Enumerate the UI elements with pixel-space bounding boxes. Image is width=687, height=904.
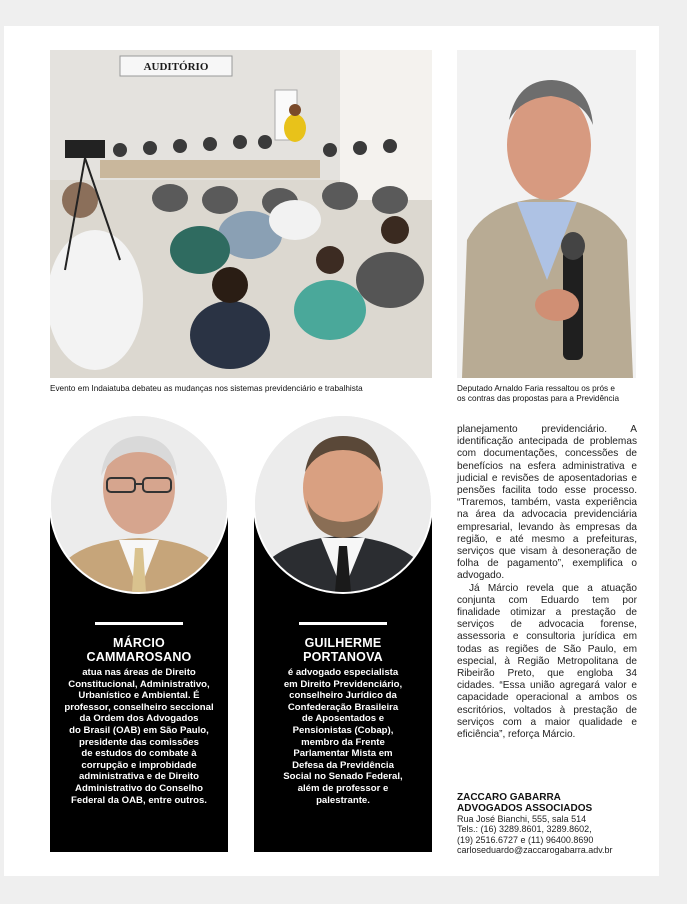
profile-name-line2: PORTANOVA: [303, 650, 383, 664]
profile-bio: é advogado especialista em Direito Previdenciário, conselheiro Jurídico da Confederação Brasileira de Aposentados e Pensionistas (Cobap), membro da Frente Parlamentar Mista em Defesa da Previdência Social no Senado Federal, além de professor e palestrante.: [283, 667, 403, 806]
event-photo-caption: Evento em Indaiatuba debateu as mudanças nos sistemas previdenciário e trabalhista: [50, 384, 363, 393]
name-divider: [299, 622, 387, 625]
firm-phones: (19) 2516.6727 e (11) 96400.8690: [457, 834, 594, 845]
article-paragraph: planejamento previdenciário. A identificação antecipada de problemas com documentações, concessões de benefícios na esfera administrativa e judicial e revisões de aposentadorias e pensões facilita todo esse processo. “Traremos, também, vasta experiência na área da advocacia previdenciária empresarial, levando às empresas da região, e até mesmo a prefeituras, serviços que visam à desoneração de folha de pagamento”, exemplifica o advogado.: [457, 424, 637, 582]
firm-name-line2: ADVOGADOS ASSOCIADOS: [457, 803, 593, 814]
firm-phones: Tels.: (16) 3289.8601, 3289.8602,: [457, 824, 592, 835]
firm-address: Rua José Bianchi, 555, sala 514: [457, 814, 587, 824]
firm-email[interactable]: carloseduardo@zaccarogabarra.adv.br: [457, 845, 613, 856]
profile-name-line1: GUILHERME: [304, 636, 382, 650]
auditorio-sign: AUDITÓRIO: [143, 61, 209, 73]
marcio-portrait-illustration: [51, 416, 227, 592]
article-paragraph: Já Márcio revela que a atuação conjunta com Eduardo tem por finalidade otimizar a prestação de serviços de advocacia forense, assessoria e consultoria jurídica em todas as regiões de São Paulo, em especial, à Região Metropolitana de Ribeirão Preto, que engloba 34 cidades. “Essa união agregará valor e capacidade operacional a ambos os escritórios, voltados à prestação de serviços com a maior qualidade e eficiência”, reforça Márcio.: [457, 582, 637, 741]
profile-name-line2: CAMMAROSANO: [86, 650, 192, 664]
article-body: [457, 424, 637, 741]
event-photo: [50, 50, 432, 378]
firm-name-line1: ZACCARO GABARRA: [457, 792, 561, 803]
deputy-photo-caption-line1: Deputado Arnaldo Faria ressaltou os prós e: [457, 384, 615, 393]
contact-block: [457, 792, 647, 856]
guilherme-portrait-illustration: [255, 416, 431, 592]
marcio-portrait: [49, 414, 229, 594]
profile-bio: atua nas áreas de Direito Constitucional, Administrativo, Urbanístico e Ambiental. É professor, conselheiro seccional da Ordem dos Advogados do Brasil (OAB) em São Paulo, presidente das comissões de estudos do combate à corrupção e improbidade administrativa e de Direito Administrativo do Conselho Federal da OAB, entre outros.: [64, 667, 214, 806]
profile-name-line1: MÁRCIO: [113, 636, 165, 650]
event-photo-illustration: [50, 50, 432, 378]
deputy-photo-illustration: [457, 50, 636, 378]
deputy-photo-caption-line2: os contras das propostas para a Previdência: [457, 394, 620, 403]
deputy-photo: [457, 50, 636, 378]
name-divider: [95, 622, 183, 625]
guilherme-portrait: [253, 414, 433, 594]
